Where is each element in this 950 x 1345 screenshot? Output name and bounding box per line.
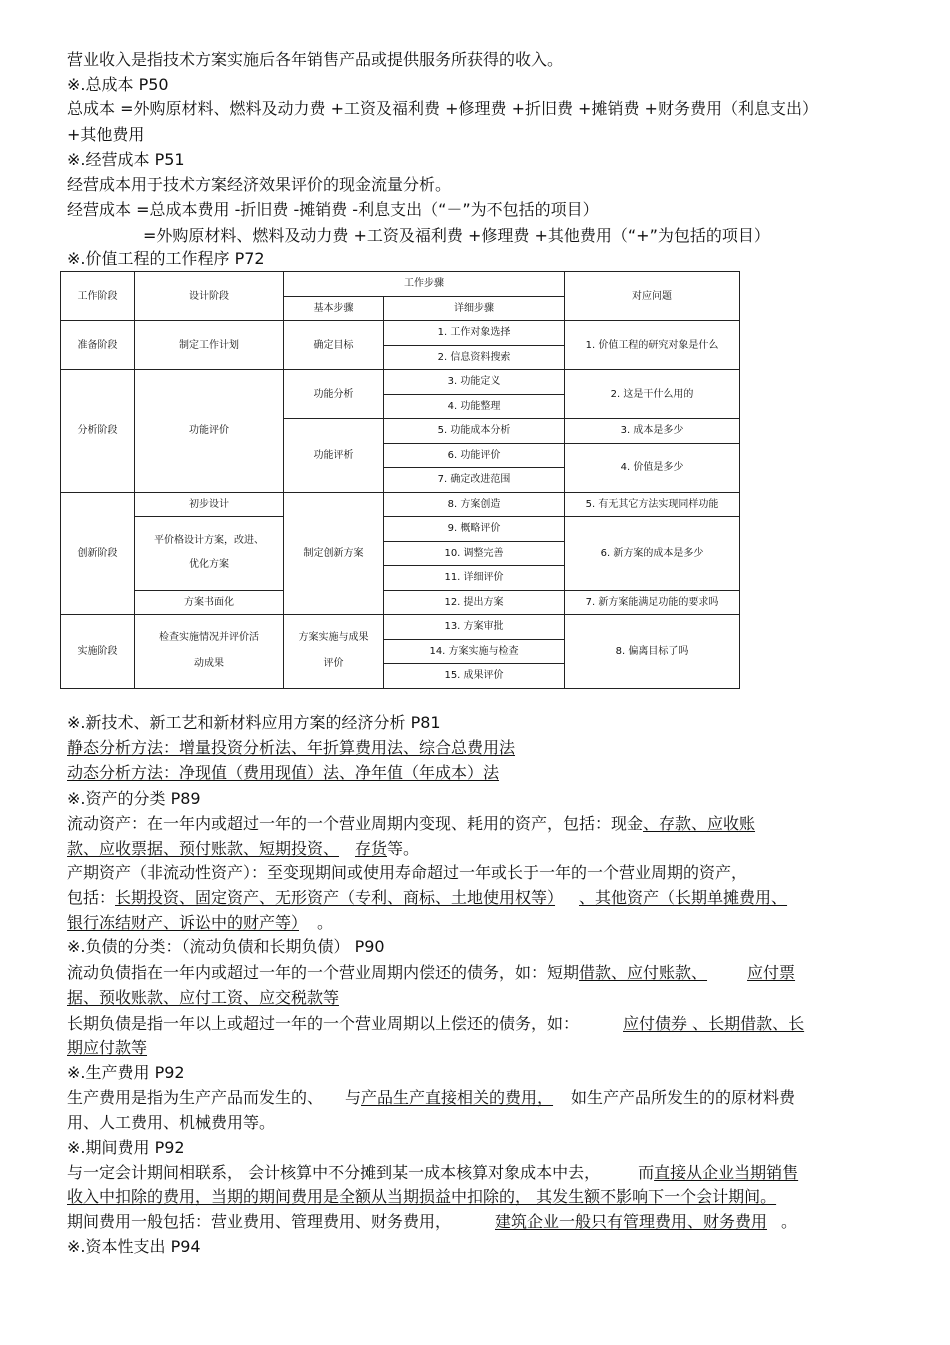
formula-operating-cost: 经营成本 =总成本费用 -折旧费 -摊销费 -利息支出（“－”为不包括的项目） bbox=[67, 200, 599, 219]
detail-step-cell: 5. 功能成本分析 bbox=[384, 419, 565, 444]
text-run: 与 bbox=[345, 1088, 362, 1107]
period-cost-items bbox=[67, 1211, 797, 1233]
current-assets-line-cont bbox=[67, 838, 419, 860]
basic-step-cell bbox=[284, 615, 384, 689]
static-analysis-methods: 静态分析方法：增量投资分析法、年折算费用法、综合总费用法 bbox=[67, 738, 516, 757]
header-detail: 详细步骤 bbox=[384, 296, 565, 321]
text-run: 。 bbox=[317, 913, 334, 932]
heading-operating-cost: ※.经营成本 P51 bbox=[67, 150, 185, 169]
basic-step-line: 方案实施与成果 bbox=[298, 632, 369, 644]
dynamic-analysis-methods: 动态分析方法：净现值（费用现值）法、净年值（年成本）法 bbox=[67, 763, 500, 782]
current-liabilities-line bbox=[67, 962, 795, 984]
underlined-run: 应付债券 、长期借款、长 bbox=[623, 1014, 805, 1033]
production-cost-line bbox=[67, 1087, 795, 1109]
design-cell-line: 检查实施情况并评价活 bbox=[159, 632, 259, 644]
value-engineering-table bbox=[60, 271, 740, 689]
heading-asset-class: ※.资产的分类 P89 bbox=[67, 789, 201, 808]
detail-step-cell: 10. 调整完善 bbox=[384, 541, 565, 566]
design-cell bbox=[135, 517, 284, 591]
header-basic: 基本步骤 bbox=[284, 296, 384, 321]
design-cell: 初步设计 bbox=[135, 492, 284, 517]
basic-step-cell: 功能分析 bbox=[284, 370, 384, 419]
header-design: 设计阶段 bbox=[135, 272, 284, 321]
design-cell-line: 动成果 bbox=[194, 658, 224, 670]
detail-step-cell: 14. 方案实施与检查 bbox=[384, 639, 565, 664]
basic-step-line: 评价 bbox=[323, 658, 344, 670]
current-assets-line bbox=[67, 813, 755, 835]
text-run: 流动资产：在一年内或超过一年的一个营业周期内变现、耗用的资产，包括：现金 bbox=[67, 814, 644, 833]
design-cell: 功能评价 bbox=[135, 370, 284, 493]
detail-step-cell: 7. 确定改进范围 bbox=[384, 468, 565, 493]
paragraph-operating-cost: 经营成本用于技术方案经济效果评价的现金流量分析。 bbox=[67, 175, 452, 194]
underlined-run: 建筑企业一般只有管理费用、财务费用 bbox=[495, 1212, 768, 1231]
question-cell: 1. 价值工程的研究对象是什么 bbox=[565, 321, 740, 370]
noncurrent-assets-items-cont bbox=[67, 912, 333, 934]
text-run: 流动负债指在一年内或超过一年的一个营业周期内偿还的债务，如：短期 bbox=[67, 963, 580, 982]
design-cell: 方案书面化 bbox=[135, 590, 284, 615]
question-cell: 3. 成本是多少 bbox=[565, 419, 740, 444]
period-cost-cont: 收入中扣除的费用，当期的期间费用是全额从当期损益中扣除的， 其发生额不影响下一个会计期间。 bbox=[67, 1187, 777, 1206]
long-term-liabilities-line bbox=[67, 1013, 804, 1035]
question-cell: 8. 偏离目标了吗 bbox=[565, 615, 740, 689]
text-run: 如生产产品所发生的的原材料费 bbox=[571, 1088, 796, 1107]
question-cell: 6. 新方案的成本是多少 bbox=[565, 517, 740, 591]
formula-total-cost: 总成本 =外购原材料、燃料及动力费 +工资及福利费 +修理费 +折旧费 +摊销费 +财务费用（利息支出） bbox=[67, 99, 818, 118]
heading-liabilities: ※.负债的分类：（流动负债和长期负债） P90 bbox=[67, 937, 385, 956]
underlined-run: 直接从企业当期销售 bbox=[654, 1163, 799, 1182]
stage-cell: 准备阶段 bbox=[61, 321, 135, 370]
heading-capital-expenditure: ※.资本性支出 P94 bbox=[67, 1237, 201, 1256]
heading-total-cost: ※.总成本 P50 bbox=[67, 75, 169, 94]
basic-step-cell: 确定目标 bbox=[284, 321, 384, 370]
question-cell: 7. 新方案能满足功能的要求吗 bbox=[565, 590, 740, 615]
design-cell-line: 优化方案 bbox=[189, 559, 229, 571]
heading-production-cost: ※.生产费用 P92 bbox=[67, 1063, 185, 1082]
detail-step-cell: 4. 功能整理 bbox=[384, 394, 565, 419]
heading-value-engineering: ※.价值工程的工作程序 P72 bbox=[67, 249, 265, 268]
production-cost-cont: 用、人工费用、机械费用等。 bbox=[67, 1113, 276, 1132]
detail-step-cell: 6. 功能评价 bbox=[384, 443, 565, 468]
header-stage: 工作阶段 bbox=[61, 272, 135, 321]
detail-step-cell: 9. 概略评价 bbox=[384, 517, 565, 542]
detail-step-cell: 11. 详细评价 bbox=[384, 566, 565, 591]
long-term-liabilities-cont: 期应付款等 bbox=[67, 1038, 148, 1057]
detail-step-cell: 12. 提出方案 bbox=[384, 590, 565, 615]
question-cell: 5. 有无其它方法实现同样功能 bbox=[565, 492, 740, 517]
design-cell: 制定工作计划 bbox=[135, 321, 284, 370]
header-question: 对应问题 bbox=[565, 272, 740, 321]
text-run: 长期负债是指一年以上或超过一年的一个营业周期以上偿还的债务，如： bbox=[67, 1014, 580, 1033]
detail-step-cell: 13. 方案审批 bbox=[384, 615, 565, 640]
underlined-run: 、其他资产（长期单摊费用、 bbox=[579, 888, 788, 907]
underlined-run: 存货 bbox=[355, 839, 388, 858]
design-cell-line: 平价格设计方案，改进、 bbox=[154, 535, 264, 547]
heading-new-tech: ※.新技术、新工艺和新材料应用方案的经济分析 P81 bbox=[67, 713, 441, 732]
text-run: 等。 bbox=[387, 839, 420, 858]
heading-period-cost: ※.期间费用 P92 bbox=[67, 1138, 185, 1157]
text-run: 期间费用一般包括：营业费用、管理费用、财务费用， bbox=[67, 1212, 452, 1231]
period-cost-line bbox=[67, 1162, 798, 1184]
detail-step-cell: 2. 信息资料搜索 bbox=[384, 345, 565, 370]
question-cell: 4. 价值是多少 bbox=[565, 443, 740, 492]
underlined-run: 、存款、应收账 bbox=[643, 814, 756, 833]
underlined-run: 产品生产直接相关的费用， bbox=[361, 1088, 554, 1107]
basic-step-cell: 制定创新方案 bbox=[284, 492, 384, 615]
formula-total-cost-cont: +其他费用 bbox=[67, 125, 145, 144]
paragraph-revenue: 营业收入是指技术方案实施后各年销售产品或提供服务所获得的收入。 bbox=[67, 50, 564, 69]
design-cell bbox=[135, 615, 284, 689]
text-run: 与一定会计期间相联系， 会计核算中不分摊到某一成本核算对象成本中去， bbox=[67, 1163, 601, 1182]
underlined-run: 借款、应付账款、 bbox=[579, 963, 708, 982]
underlined-run: 款、应收票据、预付账款、短期投资、 bbox=[67, 839, 340, 858]
header-steps: 工作步骤 bbox=[284, 272, 565, 297]
text-run: 而 bbox=[638, 1163, 655, 1182]
stage-cell: 分析阶段 bbox=[61, 370, 135, 493]
stage-cell: 创新阶段 bbox=[61, 492, 135, 615]
current-liabilities-cont: 据、预收账款、应付工资、应交税款等 bbox=[67, 988, 340, 1007]
text-run: 生产费用是指为生产产品而发生的、 bbox=[67, 1088, 324, 1107]
underlined-run: 应付票 bbox=[747, 963, 796, 982]
noncurrent-assets-line: 产期资产（非流动性资产）：至变现期间或使用寿命超过一年或长于一年的一个营业周期的资产， bbox=[67, 863, 748, 882]
text-run: 包括： bbox=[67, 888, 116, 907]
stage-cell: 实施阶段 bbox=[61, 615, 135, 689]
question-cell: 2. 这是干什么用的 bbox=[565, 370, 740, 419]
detail-step-cell: 8. 方案创造 bbox=[384, 492, 565, 517]
basic-step-cell: 功能评析 bbox=[284, 419, 384, 493]
detail-step-cell: 3. 功能定义 bbox=[384, 370, 565, 395]
text-run: 。 bbox=[781, 1212, 798, 1231]
underlined-run: 银行冻结财产、诉讼中的财产等） bbox=[67, 913, 300, 932]
formula-operating-cost-alt: =外购原材料、燃料及动力费 +工资及福利费 +修理费 +其他费用（“+”为包括的项目） bbox=[143, 226, 770, 245]
noncurrent-assets-items bbox=[67, 887, 787, 909]
detail-step-cell: 1. 工作对象选择 bbox=[384, 321, 565, 346]
detail-step-cell: 15. 成果评价 bbox=[384, 664, 565, 689]
underlined-run: 长期投资、固定资产、无形资产（专利、商标、土地使用权等） bbox=[115, 888, 556, 907]
